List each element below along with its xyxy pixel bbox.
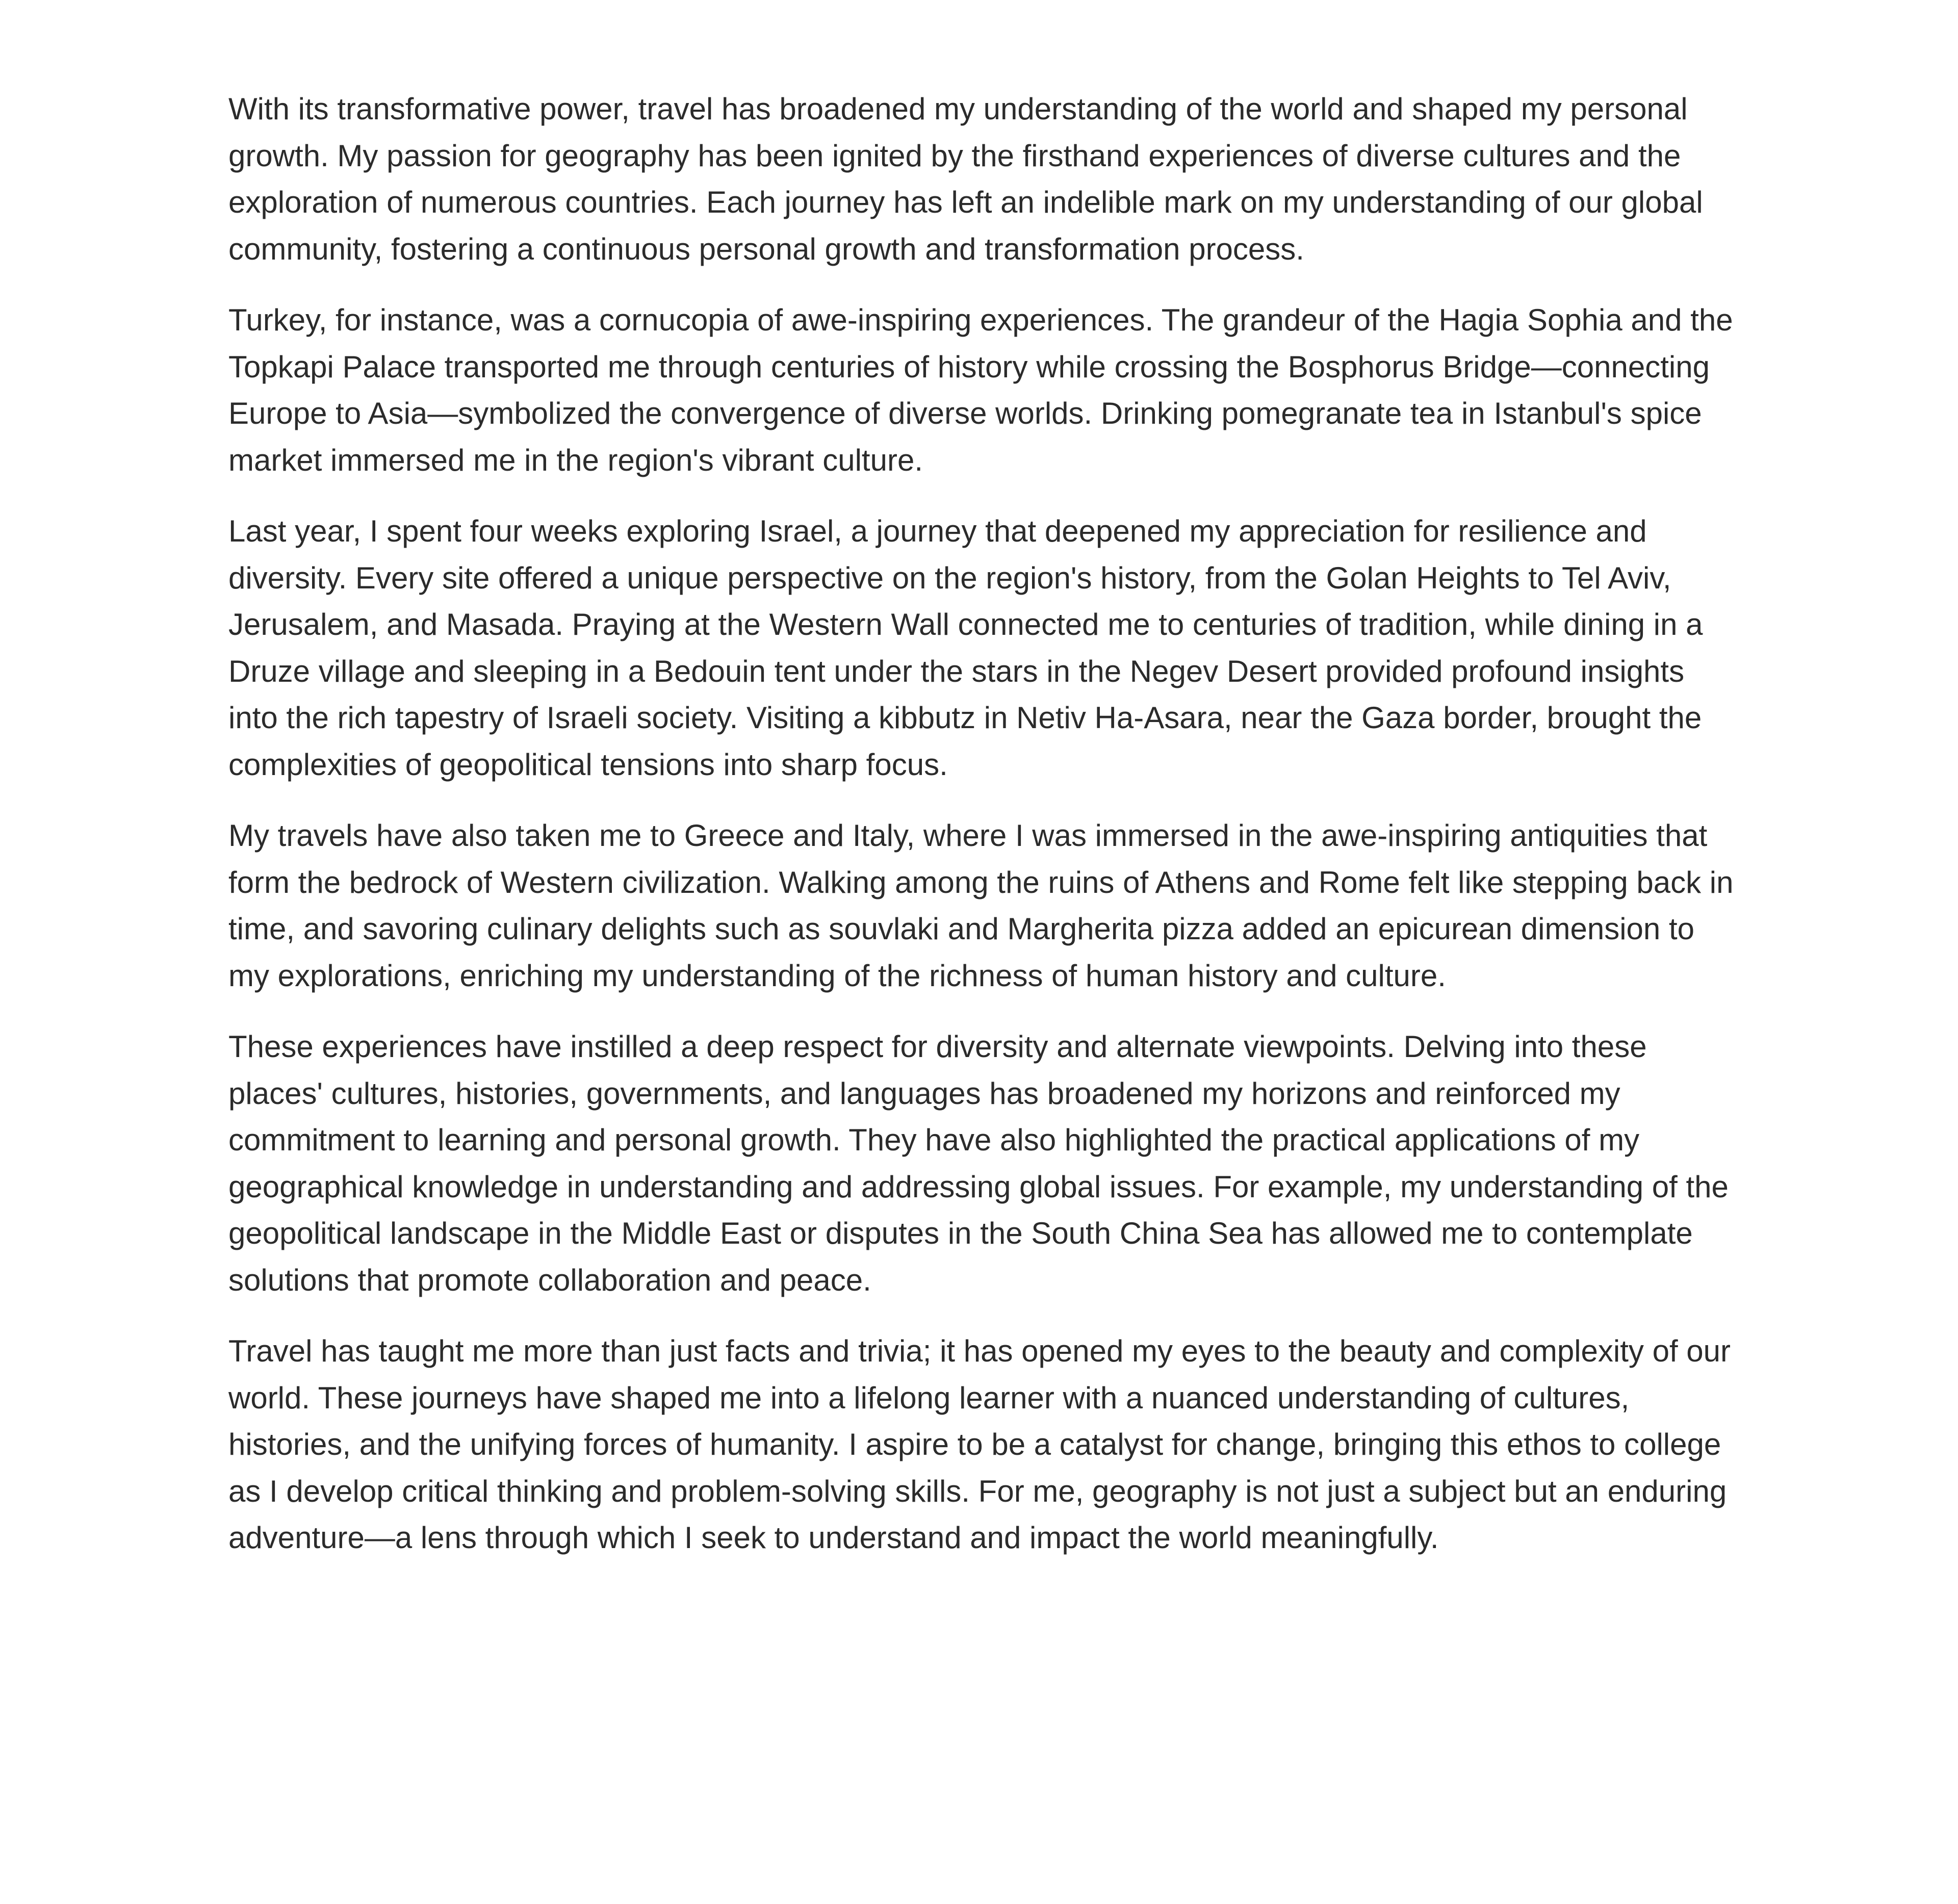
paragraph-6: Travel has taught me more than just facts and trivia; it has opened my eyes to the beauty and complexity of our world. These journeys have shaped me into a lifelong learner with a nuanced understanding of cultures, histories, and the unifying forces of humanity. I aspire to be a catalyst for change, bringing this ethos to college as I develop critical thinking and problem-solving skills. For me, geography is not just a subject but an enduring adventure—a lens through which I seek to understand and impact the world meaningfully.: [228, 1334, 1731, 1555]
essay-body: [228, 86, 1738, 1586]
paragraph-5: These experiences have instilled a deep respect for diversity and alternate viewpoints. Delving into these places' cultures, histories, governments, and languages has broadened my horizons and reinforced my commitment to learning and personal growth. They have also highlighted the practical applications of my geographical knowledge in understanding and addressing global issues. For example, my understanding of the geopolitical landscape in the Middle East or disputes in the South China Sea has allowed me to contemplate solutions that promote collaboration and peace.: [228, 1030, 1729, 1297]
paragraph-4: My travels have also taken me to Greece and Italy, where I was immersed in the awe-inspiring antiquities that form the bedrock of Western civilization. Walking among the ruins of Athens and Rome felt like stepping back in time, and savoring culinary delights such as souvlaki and Margherita pizza added an epicurean dimension to my explorations, enriching my understanding of the richness of human history and culture.: [228, 818, 1734, 993]
paragraph-1: With its transformative power, travel has broadened my understanding of the world and shaped my personal growth. My passion for geography has been ignited by the firsthand experiences of diverse cultures and the exploration of numerous countries. Each journey has left an indelible mark on my understanding of our global community, fostering a continuous personal growth and transformation process.: [228, 92, 1703, 266]
paragraph-2: Turkey, for instance, was a cornucopia of awe-inspiring experiences. The grandeur of the Hagia Sophia and the Topkapi Palace transported me through centuries of history while crossing the Bosphorus Bridge—connecting Europe to Asia—symbolized the convergence of diverse worlds. Drinking pomegranate tea in Istanbul's spice market immersed me in the region's vibrant culture.: [228, 303, 1733, 477]
paragraph-3: Last year, I spent four weeks exploring Israel, a journey that deepened my appreciation for resilience and diversity. Every site offered a unique perspective on the region's history, from the Golan Heights to Tel Aviv, Jerusalem, and Masada. Praying at the Western Wall connected me to centuries of tradition, while dining in a Druze village and sleeping in a Bedouin tent under the stars in the Negev Desert provided profound insights into the rich tapestry of Israeli society. Visiting a kibbutz in Netiv Ha-Asara, near the Gaza border, brought the complexities of geopolitical tensions into sharp focus.: [228, 514, 1703, 782]
